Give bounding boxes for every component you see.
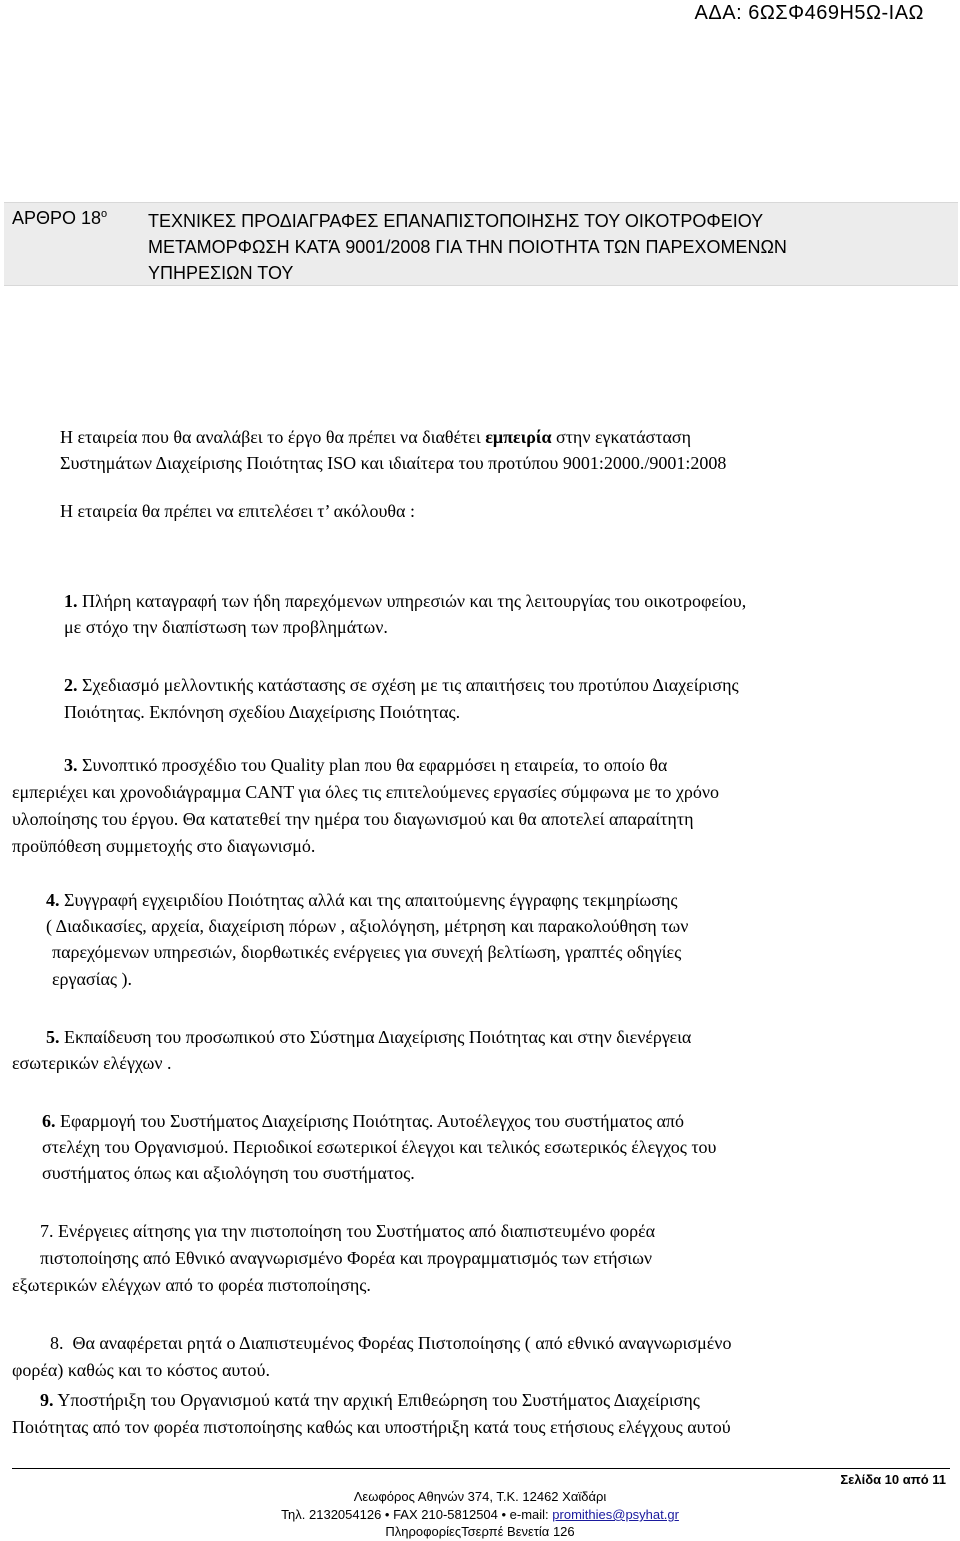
list-item-2-line: 2. Σχεδιασμό μελλοντικής κατάστασης σε σχέση με τις απαιτήσεις του προτύπου Διαχείρισης <box>64 675 739 695</box>
list-item-1-line: 1. Πλήρη καταγραφή των ήδη παρεχόμενων υπηρεσιών και της λειτουργίας του οικοτροφείου, <box>64 591 747 611</box>
list-item-4-line: 4. Συγγραφή εγχειριδίου Ποιότητας αλλά και της απαιτούμενης έγγραφης τεκμηρίωσης <box>46 890 678 910</box>
list-item-8-line: 8. Θα αναφέρεται ρητά ο Διαπιστευμένος Φορέας Πιστοποίησης ( από εθνικό αναγνωρισμένο <box>50 1333 732 1353</box>
list-item-9-line: 9. Υποστήριξη του Οργανισμού κατά την αρχική Επιθεώρηση του Συστήματος Διαχείρισης <box>40 1390 700 1410</box>
intro-line-2: Συστημάτων Διαχείρισης Ποιότητας ISO και ιδιαίτερα του προτύπου 9001:2000./9001:2008 <box>60 453 727 473</box>
article-title-line: ΤΕΧΝΙΚΕΣ ΠΡΟΔΙΑΓΡΑΦΕΣ ΕΠΑΝΑΠΙΣΤΟΠΟΙΗΣΗΣ ΤΟΥ ΟΙΚΟΤΡΟΦΕΙΟΥ <box>148 211 764 231</box>
list-item-7-line: 7. Ενέργειες αίτησης για την πιστοποίηση του Συστήματος από διαπιστευμένο φορέα <box>40 1221 656 1241</box>
list-item-4-line: εργασίας ). <box>52 969 133 989</box>
article-title <box>148 208 938 286</box>
intro-line-1: Η εταιρεία που θα αναλάβει το έργο θα πρέπει να διαθέτει εμπειρία στην εγκατάσταση <box>60 427 691 447</box>
page-number: Σελίδα 10 από 11 <box>840 1472 946 1487</box>
list-item-5-line: εσωτερικών ελέγχων . <box>12 1053 172 1073</box>
list-item-3-line: προϋπόθεση συμμετοχής στο διαγωνισμό. <box>12 836 316 856</box>
list-item-6-line: συστήματος όπως και αξιολόγηση του συστήματος. <box>42 1163 415 1183</box>
footer-info: ΠληροφορίεςΤσερπέ Βενετία 126 <box>385 1524 575 1539</box>
list-item-1-line: με στόχο την διαπίστωση των προβλημάτων. <box>64 617 388 637</box>
list-item-4-line: παρεχόμενων υπηρεσιών, διορθωτικές ενέργειες για συνεχή βελτίωση, γραπτές οδηγίες <box>52 942 682 962</box>
ada-reference: ΑΔΑ: 6ΩΣΦ469Η5Ω-ΙΑΩ <box>694 2 924 24</box>
list-item-3-line: 3. Συνοπτικό προσχέδιο του Quality plan που θα εφαρμόσει η εταιρεία, το οποίο θα <box>64 755 668 775</box>
footer-contact: Τηλ. 2132054126 • FAX 210-5812504 • e-mail: promithies@psyhat.gr <box>281 1507 679 1522</box>
list-item-7-line: εξωτερικών ελέγχων από το φορέα πιστοποίησης. <box>12 1275 371 1295</box>
list-item-6-line: 6. Εφαρμογή του Συστήματος Διαχείρισης Ποιότητας. Αυτοέλεγχος του συστήματος από <box>42 1111 684 1131</box>
intro-line-3: Η εταιρεία θα πρέπει να επιτελέσει τ’ ακόλουθα : <box>60 501 415 521</box>
list-item-5-line: 5. Εκπαίδευση του προσωπικού στο Σύστημα Διαχείρισης Ποιότητας και στην διενέργεια <box>46 1027 692 1047</box>
footer-divider <box>12 1468 950 1469</box>
email-link[interactable]: promithies@psyhat.gr <box>552 1507 679 1522</box>
article-label: ΑΡΘΡΟ $18^o$ <box>12 208 108 228</box>
article-title-line: ΜΕΤΑΜΟΡΦΩΣΗ ΚΑΤΆ 9001/2008 ΓΙΑ ΤΗΝ ΠΟΙΟΤΗΤΑ ΤΩΝ ΠΑΡΕΧΟΜΕΝΩΝ <box>148 237 787 257</box>
list-item-2-line: Ποιότητας. Εκπόνηση σχεδίου Διαχείρισης Ποιότητας. <box>64 702 461 722</box>
list-item-4-line: ( Διαδικασίες, αρχεία, διαχείριση πόρων , αξιολόγηση, μέτρηση και παρακολούθηση των <box>46 916 689 936</box>
list-item-7-line: πιστοποίησης από Εθνικό αναγνωρισμένο Φορέα και προγραμματισμός των ετήσιων <box>40 1248 653 1268</box>
list-item-9-line: Ποιότητας από τον φορέα πιστοποίησης καθώς και υποστήριξη κατά τους ετήσιους ελέγχους αυτού <box>12 1417 731 1437</box>
list-item-8-line: φορέα) καθώς και το κόστος αυτού. <box>12 1360 270 1380</box>
article-title-line: ΥΠΗΡΕΣΙΩΝ ΤΟΥ <box>148 263 294 283</box>
list-item-3-line: εμπεριέχει και χρονοδιάγραμμα CANT για όλες τις επιτελούμενες εργασίες σύμφωνα με το χρόνο <box>12 782 720 802</box>
list-item-3-line: υλοποίησης του έργου. Θα κατατεθεί την ημέρα του διαγωνισμού και θα αποτελεί απαραίτητη <box>12 809 694 829</box>
list-item-6-line: στελέχη του Οργανισμού. Περιοδικοί εσωτερικοί έλεγχοι και τελικός εσωτερικός έλεγχος του <box>42 1137 717 1157</box>
footer-address: Λεωφόρος Αθηνών 374, Τ.Κ. 12462 Χαϊδάρι <box>353 1489 607 1504</box>
